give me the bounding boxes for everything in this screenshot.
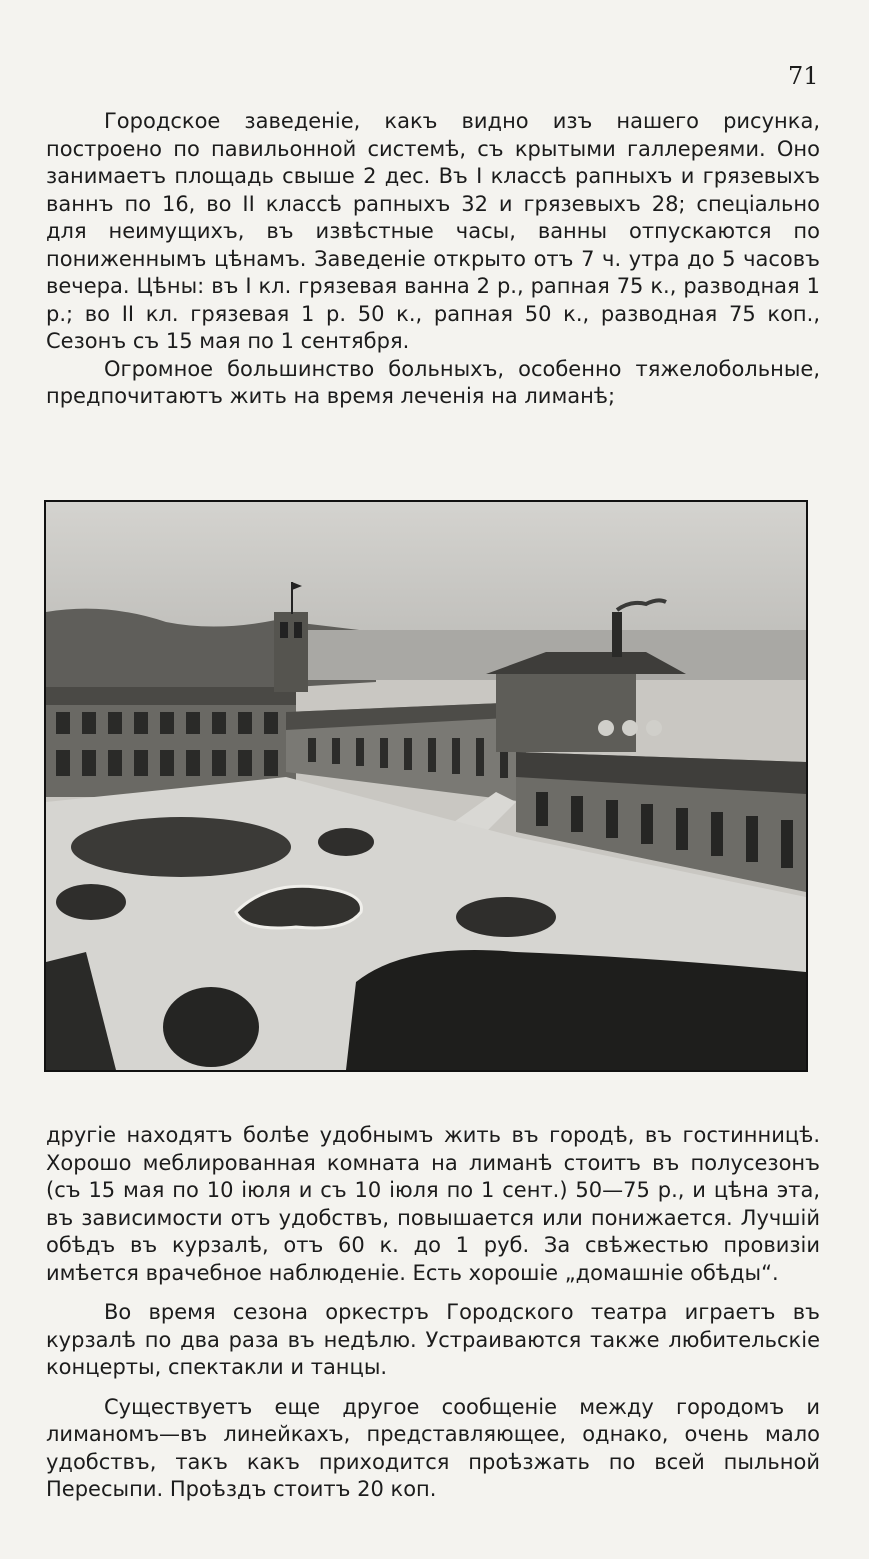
page-number: 71 (788, 62, 819, 90)
paragraph: Огромное большинство больныхъ, особенно тяжелобольные, предпочитаютъ жить на время леченія на лиманѣ; (46, 356, 820, 408)
paragraph: другіе находятъ болѣе удобнымъ жить въ городѣ, въ гостинницѣ. Хорошо меблированная комната на лиманѣ стоитъ въ полусезонъ (съ 15 мая по 10 іюля и съ 10 іюля по 1 сент.) 50—75 р., и цѣна эта, въ зависимости отъ удобствъ, повышается или понижается. Лучшій обѣдъ въ курзалѣ, отъ 60 к. до 1 руб. За свѣжестью провизіи имѣется врачебное наблюденіе. Есть хорошіе „домашніе обѣды“. (46, 1123, 820, 1285)
text-block-top (46, 108, 820, 411)
paragraph: Во время сезона оркестръ Городского театра играетъ въ курзалѣ по два раза въ недѣлю. Устраиваются также любительскіе концерты, спектакли и танцы. (46, 1300, 820, 1379)
paragraph: Существуетъ еще другое сообщеніе между городомъ и лиманомъ—въ линейкахъ, представляющее, однако, очень мало удобствъ, такъ какъ приходится проѣзжать по всей пыльной Пересыпи. Проѣздъ стоитъ 20 коп. (46, 1394, 820, 1501)
text-block-bottom (46, 1122, 820, 1504)
paragraph: Городское заведеніе, какъ видно изъ нашего рисунка, построено по павильонной системѣ, съ крытыми галлереями. Оно занимаетъ площадь свыше 2 дес. Въ I классѣ рапныхъ и грязевыхъ ваннъ по 16, во II классѣ рапныхъ 32 и грязевыхъ 28; спеціально для неимущихъ, въ извѣстные часы, ванны отпускаются по пониженнымъ цѣнамъ. Заведеніе открыто отъ 7 ч. утра до 5 часовъ вечера. Цѣны: въ I кл. грязевая ванна 2 р., рапная 75 к., разводная 1 р.; во II кл. грязевая 1 р. 50 к., рапная 50 к., разводная 75 коп., Сезонъ съ 15 мая по 1 сентября. (46, 109, 820, 353)
bath-establishment-photo (44, 500, 808, 1072)
